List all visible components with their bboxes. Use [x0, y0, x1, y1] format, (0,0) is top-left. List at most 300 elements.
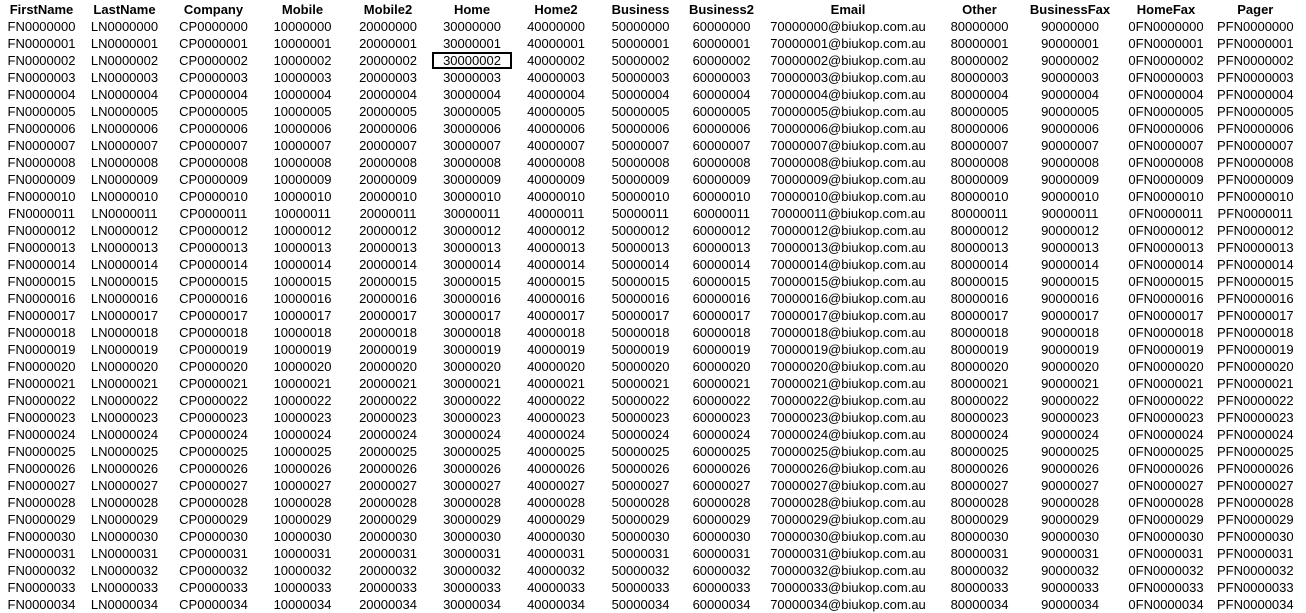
table-cell[interactable]: 0FN0000008 [1128, 155, 1204, 170]
table-cell[interactable]: PFN0000015 [1217, 274, 1294, 289]
table-cell[interactable]: 70000029@biukop.com.au [770, 512, 926, 527]
table-cell[interactable]: 0FN0000019 [1128, 342, 1204, 357]
table-cell[interactable]: 20000024 [359, 427, 417, 442]
table-cell[interactable]: 20000028 [359, 495, 417, 510]
table-cell[interactable]: 70000021@biukop.com.au [770, 376, 926, 391]
table-cell[interactable]: LN0000002 [90, 53, 159, 68]
table-cell[interactable]: 50000012 [611, 223, 670, 238]
table-cell[interactable]: CP0000023 [179, 410, 248, 425]
table-cell[interactable]: 20000022 [359, 393, 417, 408]
table-cell[interactable]: FN0000029 [7, 512, 76, 527]
table-cell[interactable]: FN0000009 [7, 172, 76, 187]
table-cell[interactable]: 90000011 [1041, 206, 1099, 221]
table-cell[interactable]: PFN0000024 [1217, 427, 1294, 442]
table-cell[interactable]: 30000028 [443, 495, 501, 510]
table-cell[interactable]: 0FN0000000 [1128, 19, 1204, 34]
table-cell[interactable]: 50000022 [611, 393, 670, 408]
table-cell[interactable]: PFN0000025 [1217, 444, 1294, 459]
table-cell[interactable]: 70000001@biukop.com.au [770, 36, 926, 51]
table-cell[interactable]: FN0000002 [7, 53, 76, 68]
table-cell[interactable]: CP0000014 [179, 257, 248, 272]
table-cell[interactable]: PFN0000013 [1217, 240, 1294, 255]
table-cell[interactable]: 50000031 [611, 546, 670, 561]
table-cell[interactable]: 40000032 [527, 563, 585, 578]
table-cell[interactable]: 50000009 [611, 172, 670, 187]
table-cell[interactable]: 30000032 [443, 563, 501, 578]
table-cell[interactable]: 20000032 [359, 563, 417, 578]
table-cell[interactable]: 40000031 [527, 546, 585, 561]
table-cell[interactable]: LN0000029 [90, 512, 159, 527]
table-cell[interactable]: LN0000009 [90, 172, 159, 187]
table-cell[interactable]: 60000018 [692, 325, 751, 340]
table-cell[interactable]: 60000019 [692, 342, 751, 357]
table-cell[interactable]: 50000033 [611, 580, 670, 595]
table-cell[interactable]: 40000010 [527, 189, 585, 204]
table-cell[interactable]: 40000017 [527, 308, 585, 323]
table-cell[interactable]: 80000017 [950, 308, 1009, 323]
table-cell[interactable]: 50000029 [611, 512, 670, 527]
table-cell[interactable]: 50000013 [611, 240, 670, 255]
table-cell[interactable]: 30000027 [443, 478, 501, 493]
table-cell[interactable]: LN0000006 [90, 121, 159, 136]
table-cell[interactable]: 80000011 [951, 206, 1008, 221]
table-cell[interactable]: 70000011@biukop.com.au [770, 206, 926, 221]
table-cell[interactable]: FN0000023 [7, 410, 76, 425]
table-cell[interactable]: FN0000031 [7, 546, 76, 561]
table-cell[interactable]: 50000027 [611, 478, 670, 493]
column-header-lastname[interactable]: LastName [93, 2, 156, 17]
table-cell[interactable]: 80000013 [950, 240, 1009, 255]
table-cell[interactable]: 80000005 [950, 104, 1009, 119]
table-cell[interactable]: 0FN0000003 [1128, 70, 1204, 85]
table-cell[interactable]: 40000004 [527, 87, 585, 102]
table-cell[interactable]: 90000022 [1041, 393, 1099, 408]
table-cell[interactable]: LN0000013 [90, 240, 159, 255]
table-cell[interactable]: FN0000024 [7, 427, 76, 442]
table-cell[interactable]: 10000000 [273, 19, 332, 34]
table-cell[interactable]: PFN0000034 [1217, 597, 1294, 612]
table-cell[interactable]: 0FN0000017 [1128, 308, 1204, 323]
table-cell[interactable]: FN0000003 [7, 70, 76, 85]
table-cell[interactable]: 30000008 [443, 155, 501, 170]
table-cell[interactable]: CP0000031 [179, 546, 248, 561]
table-cell[interactable]: 50000008 [611, 155, 670, 170]
table-cell[interactable]: 30000031 [443, 546, 501, 561]
table-cell[interactable]: 70000006@biukop.com.au [770, 121, 926, 136]
table-cell[interactable]: 20000029 [359, 512, 417, 527]
table-cell[interactable]: 80000021 [950, 376, 1009, 391]
table-cell[interactable]: 10000003 [273, 70, 332, 85]
table-cell[interactable]: 30000011 [443, 206, 501, 221]
table-cell[interactable]: 30000029 [443, 512, 501, 527]
table-cell[interactable]: 0FN0000033 [1128, 580, 1204, 595]
table-cell[interactable]: 80000019 [950, 342, 1009, 357]
table-cell[interactable]: 90000026 [1041, 461, 1099, 476]
table-cell[interactable]: 40000034 [527, 597, 585, 612]
table-cell[interactable]: 40000002 [527, 53, 585, 68]
table-cell[interactable]: 10000030 [273, 529, 332, 544]
table-cell[interactable]: PFN0000032 [1217, 563, 1294, 578]
table-cell[interactable]: 80000009 [950, 172, 1009, 187]
table-cell[interactable]: 60000012 [692, 223, 751, 238]
table-cell[interactable]: PFN0000023 [1217, 410, 1294, 425]
table-cell[interactable]: 50000014 [611, 257, 670, 272]
table-cell[interactable]: FN0000030 [7, 529, 76, 544]
table-cell[interactable]: PFN0000012 [1217, 223, 1294, 238]
table-cell[interactable]: FN0000020 [7, 359, 76, 374]
table-cell[interactable]: 80000034 [950, 597, 1009, 612]
table-cell[interactable]: CP0000011 [179, 206, 248, 221]
table-cell[interactable]: 10000016 [273, 291, 332, 306]
table-cell[interactable]: 60000005 [692, 104, 751, 119]
table-cell[interactable]: 90000030 [1041, 529, 1099, 544]
table-cell[interactable]: LN0000024 [90, 427, 159, 442]
table-cell[interactable]: 80000026 [950, 461, 1009, 476]
table-cell[interactable]: 50000020 [611, 359, 670, 374]
table-cell[interactable]: 70000032@biukop.com.au [770, 563, 926, 578]
table-cell[interactable]: 30000018 [443, 325, 501, 340]
table-cell[interactable]: 40000027 [527, 478, 585, 493]
table-cell[interactable]: 20000006 [359, 121, 417, 136]
table-cell[interactable]: 70000005@biukop.com.au [770, 104, 926, 119]
table-cell[interactable]: CP0000006 [179, 121, 248, 136]
table-cell[interactable]: 40000019 [527, 342, 585, 357]
table-cell[interactable]: PFN0000022 [1217, 393, 1294, 408]
table-cell[interactable]: PFN0000028 [1217, 495, 1294, 510]
table-cell[interactable]: 10000019 [273, 342, 332, 357]
table-cell[interactable]: 40000000 [527, 19, 585, 34]
table-cell[interactable]: 10000015 [273, 274, 332, 289]
table-cell[interactable]: CP0000004 [179, 87, 248, 102]
column-header-company[interactable]: Company [183, 2, 244, 17]
table-cell[interactable]: LN0000030 [90, 529, 159, 544]
table-cell[interactable]: LN0000027 [90, 478, 159, 493]
selected-cell[interactable]: 30000002 [432, 52, 512, 69]
table-cell[interactable]: FN0000019 [7, 342, 76, 357]
table-cell[interactable]: 60000013 [692, 240, 751, 255]
table-cell[interactable]: CP0000016 [179, 291, 248, 306]
table-cell[interactable]: 20000017 [359, 308, 417, 323]
table-cell[interactable]: 70000016@biukop.com.au [770, 291, 926, 306]
table-cell[interactable]: CP0000010 [179, 189, 248, 204]
table-cell[interactable]: 70000003@biukop.com.au [770, 70, 926, 85]
table-cell[interactable]: 20000018 [359, 325, 417, 340]
table-cell[interactable]: 20000001 [359, 36, 417, 51]
table-cell[interactable]: 70000022@biukop.com.au [770, 393, 926, 408]
table-cell[interactable]: 60000006 [692, 121, 751, 136]
table-cell[interactable]: 10000024 [273, 427, 332, 442]
table-cell[interactable]: 80000022 [950, 393, 1009, 408]
table-cell[interactable]: 80000032 [950, 563, 1009, 578]
table-cell[interactable]: 70000012@biukop.com.au [770, 223, 926, 238]
table-cell[interactable]: 0FN0000001 [1128, 36, 1204, 51]
table-cell[interactable]: 30000006 [443, 121, 501, 136]
table-cell[interactable]: 0FN0000018 [1128, 325, 1204, 340]
table-cell[interactable]: PFN0000011 [1217, 206, 1294, 221]
table-cell[interactable]: 30000012 [443, 223, 501, 238]
table-cell[interactable]: 70000004@biukop.com.au [770, 87, 926, 102]
table-cell[interactable]: PFN0000007 [1217, 138, 1294, 153]
table-cell[interactable]: 20000000 [359, 19, 417, 34]
table-cell[interactable]: PFN0000018 [1217, 325, 1294, 340]
table-cell[interactable]: 70000009@biukop.com.au [770, 172, 926, 187]
table-cell[interactable]: 60000025 [692, 444, 751, 459]
table-cell[interactable]: LN0000015 [90, 274, 159, 289]
table-cell[interactable]: CP0000001 [179, 36, 248, 51]
table-cell[interactable]: 40000001 [527, 36, 585, 51]
column-header-email[interactable]: Email [830, 2, 866, 17]
table-cell[interactable]: 70000019@biukop.com.au [770, 342, 926, 357]
table-cell[interactable]: CP0000008 [179, 155, 248, 170]
table-cell[interactable]: 20000025 [359, 444, 417, 459]
table-cell[interactable]: CP0000024 [179, 427, 248, 442]
table-cell[interactable]: LN0000028 [90, 495, 159, 510]
table-cell[interactable]: CP0000022 [179, 393, 248, 408]
table-cell[interactable]: 60000030 [692, 529, 751, 544]
table-cell[interactable]: 50000007 [611, 138, 670, 153]
table-cell[interactable]: FN0000034 [7, 597, 76, 612]
table-cell[interactable]: CP0000029 [179, 512, 248, 527]
table-cell[interactable]: CP0000020 [179, 359, 248, 374]
table-cell[interactable]: CP0000012 [179, 223, 248, 238]
table-cell[interactable]: 20000014 [359, 257, 417, 272]
table-cell[interactable]: LN0000026 [90, 461, 159, 476]
table-cell[interactable]: PFN0000031 [1217, 546, 1294, 561]
table-cell[interactable]: 90000033 [1041, 580, 1099, 595]
table-cell[interactable]: 20000034 [359, 597, 417, 612]
table-cell[interactable]: 40000003 [527, 70, 585, 85]
table-cell[interactable]: LN0000022 [90, 393, 159, 408]
table-cell[interactable]: CP0000032 [179, 563, 248, 578]
table-cell[interactable]: LN0000017 [90, 308, 159, 323]
table-cell[interactable]: 90000010 [1041, 189, 1099, 204]
column-header-homefax[interactable]: HomeFax [1136, 2, 1196, 17]
table-cell[interactable]: 60000026 [692, 461, 751, 476]
table-cell[interactable]: 60000004 [692, 87, 751, 102]
table-cell[interactable]: 80000033 [950, 580, 1009, 595]
table-cell[interactable]: FN0000001 [7, 36, 76, 51]
table-cell[interactable]: LN0000018 [90, 325, 159, 340]
table-cell[interactable]: PFN0000009 [1217, 172, 1294, 187]
column-header-home2[interactable]: Home2 [534, 2, 578, 17]
table-cell[interactable]: FN0000014 [7, 257, 76, 272]
table-cell[interactable]: 30000016 [443, 291, 501, 306]
column-header-mobile[interactable]: Mobile [281, 2, 324, 17]
table-cell[interactable]: 20000007 [359, 138, 417, 153]
table-cell[interactable]: 30000015 [443, 274, 501, 289]
table-cell[interactable]: 0FN0000022 [1128, 393, 1204, 408]
table-cell[interactable]: 0FN0000021 [1128, 376, 1204, 391]
table-cell[interactable]: 60000007 [692, 138, 751, 153]
table-cell[interactable]: 0FN0000016 [1128, 291, 1204, 306]
table-cell[interactable]: 40000023 [527, 410, 585, 425]
table-cell[interactable]: 0FN0000031 [1128, 546, 1204, 561]
table-cell[interactable]: 50000024 [611, 427, 670, 442]
table-cell[interactable]: CP0000005 [179, 104, 248, 119]
table-cell[interactable]: 50000028 [611, 495, 670, 510]
table-cell[interactable]: CP0000015 [179, 274, 248, 289]
table-cell[interactable]: 90000024 [1041, 427, 1099, 442]
table-cell[interactable]: LN0000003 [90, 70, 159, 85]
table-cell[interactable]: 60000033 [692, 580, 751, 595]
table-cell[interactable]: 20000012 [359, 223, 417, 238]
table-cell[interactable]: 10000020 [273, 359, 332, 374]
table-cell[interactable]: LN0000005 [90, 104, 159, 119]
table-cell[interactable]: LN0000008 [90, 155, 159, 170]
table-cell[interactable]: 10000022 [273, 393, 332, 408]
table-cell[interactable]: 10000010 [273, 189, 332, 204]
table-cell[interactable]: PFN0000033 [1217, 580, 1294, 595]
table-cell[interactable]: 10000034 [273, 597, 332, 612]
table-cell[interactable]: 80000004 [950, 87, 1009, 102]
table-cell[interactable]: 10000017 [273, 308, 332, 323]
table-cell[interactable]: 90000009 [1041, 172, 1099, 187]
table-cell[interactable]: 20000031 [359, 546, 417, 561]
table-cell[interactable]: 20000010 [359, 189, 417, 204]
table-cell[interactable]: 60000009 [692, 172, 751, 187]
table-cell[interactable]: 80000007 [950, 138, 1009, 153]
table-cell[interactable]: 80000006 [950, 121, 1009, 136]
table-cell[interactable]: 50000001 [611, 36, 670, 51]
table-cell[interactable]: 50000006 [611, 121, 670, 136]
table-cell[interactable]: 30000023 [443, 410, 501, 425]
table-cell[interactable]: 40000020 [527, 359, 585, 374]
table-cell[interactable]: 70000027@biukop.com.au [770, 478, 926, 493]
table-cell[interactable]: 40000011 [527, 206, 585, 221]
table-cell[interactable]: FN0000028 [7, 495, 76, 510]
table-cell[interactable]: LN0000010 [90, 189, 159, 204]
table-cell[interactable]: LN0000012 [90, 223, 159, 238]
table-cell[interactable]: 50000000 [611, 19, 670, 34]
table-cell[interactable]: PFN0000014 [1217, 257, 1294, 272]
table-cell[interactable]: 50000023 [611, 410, 670, 425]
table-cell[interactable]: 10000021 [273, 376, 332, 391]
table-cell[interactable]: 60000000 [692, 19, 751, 34]
table-cell[interactable]: 90000003 [1041, 70, 1099, 85]
table-cell[interactable]: 60000028 [692, 495, 751, 510]
table-cell[interactable]: 30000014 [443, 257, 501, 272]
table-cell[interactable]: 40000030 [527, 529, 585, 544]
table-cell[interactable]: 60000017 [692, 308, 751, 323]
table-cell[interactable]: CP0000013 [179, 240, 248, 255]
table-cell[interactable]: 70000031@biukop.com.au [770, 546, 926, 561]
table-cell[interactable]: LN0000001 [90, 36, 159, 51]
table-cell[interactable]: 70000010@biukop.com.au [770, 189, 926, 204]
table-cell[interactable]: 70000028@biukop.com.au [770, 495, 926, 510]
table-cell[interactable]: 0FN0000009 [1128, 172, 1204, 187]
table-cell[interactable]: PFN0000004 [1217, 87, 1294, 102]
table-cell[interactable]: 70000020@biukop.com.au [770, 359, 926, 374]
table-cell[interactable]: 70000030@biukop.com.au [770, 529, 926, 544]
table-cell[interactable]: 20000008 [359, 155, 417, 170]
table-cell[interactable]: 60000023 [692, 410, 751, 425]
table-cell[interactable]: 60000021 [692, 376, 751, 391]
table-cell[interactable]: 0FN0000028 [1128, 495, 1204, 510]
table-cell[interactable]: 10000031 [273, 546, 332, 561]
table-cell[interactable]: LN0000034 [90, 597, 159, 612]
table-cell[interactable]: 50000016 [611, 291, 670, 306]
table-cell[interactable]: LN0000000 [90, 19, 159, 34]
table-cell[interactable]: PFN0000005 [1217, 104, 1294, 119]
table-cell[interactable]: 50000015 [611, 274, 670, 289]
table-cell[interactable]: 50000004 [611, 87, 670, 102]
table-cell[interactable]: 70000008@biukop.com.au [770, 155, 926, 170]
table-cell[interactable]: 90000015 [1041, 274, 1099, 289]
column-header-pager[interactable]: Pager [1237, 2, 1274, 17]
table-cell[interactable]: 30000020 [443, 359, 501, 374]
table-cell[interactable]: 60000014 [692, 257, 751, 272]
table-cell[interactable]: 20000021 [359, 376, 417, 391]
table-cell[interactable]: 80000003 [950, 70, 1009, 85]
table-cell[interactable]: 50000018 [611, 325, 670, 340]
table-cell[interactable]: 80000025 [950, 444, 1009, 459]
table-cell[interactable]: 10000008 [273, 155, 332, 170]
table-cell[interactable]: PFN0000008 [1217, 155, 1294, 170]
table-cell[interactable]: FN0000000 [7, 19, 76, 34]
table-cell[interactable]: 90000006 [1041, 121, 1099, 136]
table-cell[interactable]: 0FN0000012 [1128, 223, 1204, 238]
table-cell[interactable]: 10000013 [273, 240, 332, 255]
table-cell[interactable]: 30000005 [443, 104, 501, 119]
table-cell[interactable]: 10000026 [273, 461, 332, 476]
table-cell[interactable]: 40000018 [527, 325, 585, 340]
table-cell[interactable]: 0FN0000020 [1128, 359, 1204, 374]
table-cell[interactable]: LN0000019 [90, 342, 159, 357]
table-cell[interactable]: 70000023@biukop.com.au [770, 410, 926, 425]
table-cell[interactable]: 70000007@biukop.com.au [770, 138, 926, 153]
table-cell[interactable]: FN0000027 [7, 478, 76, 493]
table-cell[interactable]: PFN0000027 [1217, 478, 1294, 493]
table-cell[interactable]: 50000017 [611, 308, 670, 323]
table-cell[interactable]: 40000022 [527, 393, 585, 408]
table-cell[interactable]: 20000030 [359, 529, 417, 544]
table-cell[interactable]: 90000000 [1041, 19, 1099, 34]
table-cell[interactable]: 70000015@biukop.com.au [770, 274, 926, 289]
table-cell[interactable]: 0FN0000005 [1128, 104, 1204, 119]
table-cell[interactable]: 60000011 [693, 206, 750, 221]
table-cell[interactable]: 0FN0000024 [1128, 427, 1204, 442]
table-cell[interactable]: 10000033 [273, 580, 332, 595]
table-cell[interactable]: 60000020 [692, 359, 751, 374]
table-cell[interactable]: 60000029 [692, 512, 751, 527]
table-cell[interactable]: CP0000034 [179, 597, 248, 612]
table-cell[interactable]: 80000012 [950, 223, 1009, 238]
table-cell[interactable]: 80000029 [950, 512, 1009, 527]
table-cell[interactable]: 10000006 [273, 121, 332, 136]
table-cell[interactable]: 70000026@biukop.com.au [770, 461, 926, 476]
table-cell[interactable]: FN0000033 [7, 580, 76, 595]
table-cell[interactable]: FN0000018 [7, 325, 76, 340]
table-cell[interactable]: 0FN0000002 [1128, 53, 1204, 68]
table-cell[interactable]: 80000001 [950, 36, 1009, 51]
table-cell[interactable]: 70000000@biukop.com.au [770, 19, 926, 34]
table-cell[interactable]: 80000016 [950, 291, 1009, 306]
table-cell[interactable]: 90000012 [1041, 223, 1099, 238]
table-cell[interactable]: 30000024 [443, 427, 501, 442]
table-cell[interactable]: 30000033 [443, 580, 501, 595]
table-cell[interactable]: 90000025 [1041, 444, 1099, 459]
table-cell[interactable]: CP0000018 [179, 325, 248, 340]
table-cell[interactable]: 60000002 [692, 53, 751, 68]
table-cell[interactable]: 60000027 [692, 478, 751, 493]
column-header-businessfax[interactable]: BusinessFax [1029, 2, 1111, 17]
table-cell[interactable]: LN0000014 [90, 257, 159, 272]
table-cell[interactable]: LN0000023 [90, 410, 159, 425]
table-cell[interactable]: FN0000010 [7, 189, 76, 204]
table-cell[interactable]: 90000032 [1041, 563, 1099, 578]
table-cell[interactable]: 50000011 [612, 206, 669, 221]
table-cell[interactable]: PFN0000002 [1217, 53, 1294, 68]
